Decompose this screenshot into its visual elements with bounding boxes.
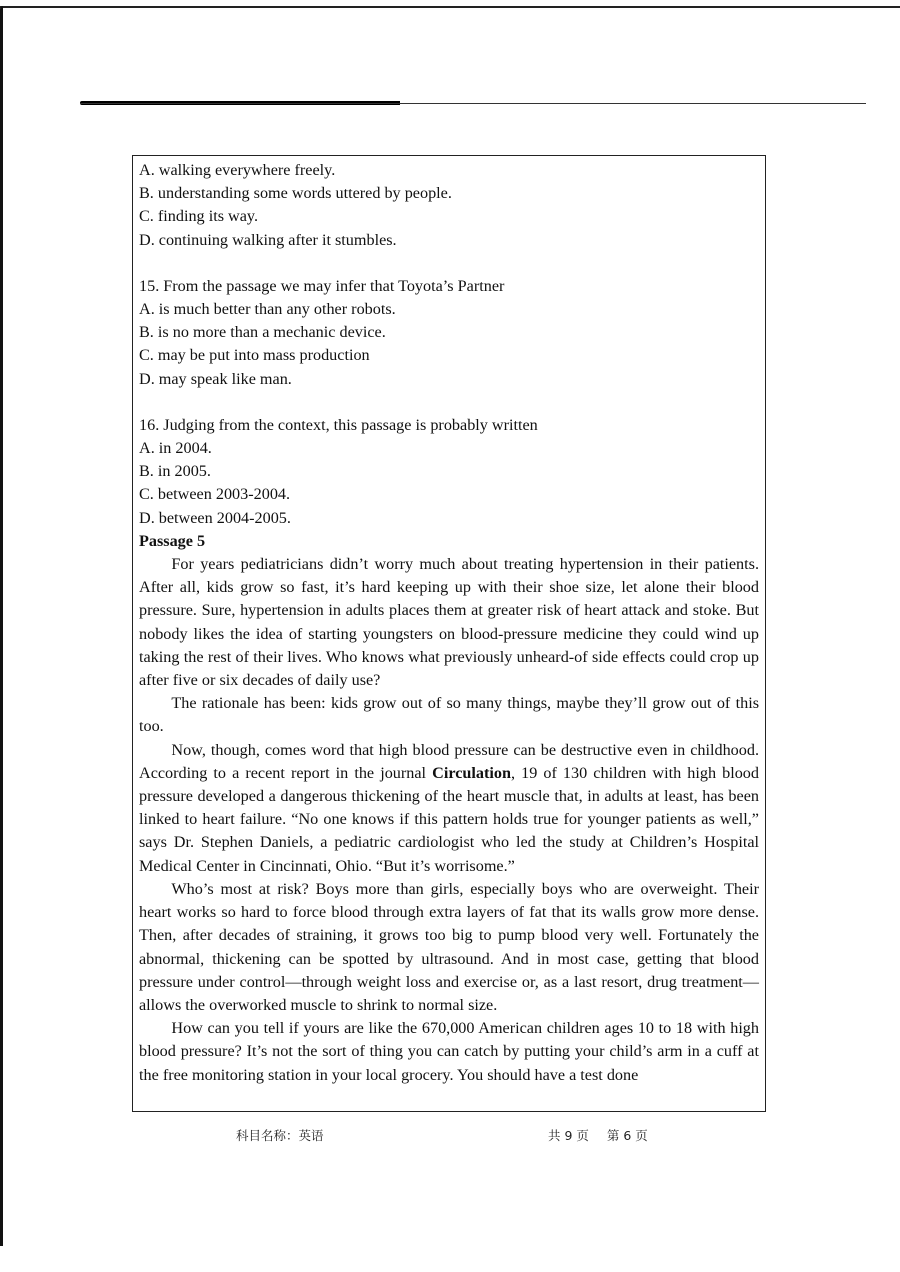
header-rule-thin (80, 103, 866, 104)
q16-option-c: C. between 2003-2004. (139, 485, 291, 504)
q15-option-d: D. may speak like man. (139, 369, 292, 388)
q16-stem: 16. Judging from the context, this passage is probably written (139, 415, 538, 434)
q14-option-d: D. continuing walking after it stumbles. (139, 230, 397, 249)
q16-option-b: B. in 2005. (139, 462, 211, 481)
question-15 (139, 275, 759, 391)
q16-option-a: A. in 2004. (139, 439, 212, 458)
q14-option-a: A. walking everywhere freely. (139, 161, 336, 179)
passage-5 (139, 530, 759, 1087)
q14-option-b: B. understanding some words uttered by people. (139, 184, 452, 203)
q15-stem: 15. From the passage we may infer that Toyota’s Partner (139, 276, 505, 295)
question-16 (139, 414, 759, 530)
footer-page-info (548, 1126, 648, 1144)
passage-paragraph-5: How can you tell if yours are like the 670,000 American children ages 10 to 18 with high blood pressure? It’s not the sort of thing you can catch by putting your child’s arm in a cuff at the free monitoring station in your local grocery. You should have a test done (139, 1019, 759, 1084)
exam-content-box (132, 155, 766, 1112)
paragraph-3-text-before: Now, though, comes word that high blood pressure can be destructive even in childhood. According to a recent report in the journal (139, 740, 759, 782)
footer-subject: 科目名称：英语 (236, 1128, 324, 1143)
question-14-options (139, 159, 759, 252)
q15-option-a: A. is much better than any other robots. (139, 300, 396, 319)
passage-title: Passage 5 (139, 531, 206, 550)
q14-option-c: C. finding its way. (139, 207, 259, 226)
footer-current-page: 第 6 页 (606, 1128, 648, 1143)
q16-option-d: D. between 2004-2005. (139, 508, 291, 527)
passage-paragraph-1: For years pediatricians didn’t worry much about treating hypertension in their patients. After all, kids grow so fast, it’s hard keeping up with their shoe size, let alone their blood pressure. Sure, hypertension in adults places them at greater risk of heart attack and stoke. But nobody likes the idea of starting youngsters on blood-pressure medicine they could wind up taking the rest of their lives. Who knows what previously unheard-of side effects could crop up after five or six decades of daily use? (139, 555, 759, 690)
footer-total-pages: 共 9 页 (548, 1128, 589, 1143)
passage-paragraph-4: Who’s most at risk? Boys more than girls, especially boys who are overweight. Their heart works so hard to force blood through extra layers of fat that its walls grow more dense. Then, after decades of straining, it grows too big to pump blood very well. Fortunately the abnormal, thickening can be spotted by ultrasound. And in most case, getting that blood pressure under control—through weight loss and exercise or, as a last resort, drug treatment—allows the overworked muscle to shrink to normal size. (139, 879, 759, 1014)
passage-paragraph-2: The rationale has been: kids grow out of so many things, maybe they’ll grow out of this too. (139, 694, 759, 736)
paragraph-3-text-after: , 19 of 130 children with high blood pressure developed a dangerous thickening of the heart muscle that, in adults at least, has been linked to heart failure. “No one knows if this pattern holds true for younger patients as well,” says Dr. Stephen Daniels, a pediatric cardiologist who led the study at Children’s Hospital Medical Center in Cincinnati, Ohio. “But it’s worrisome.” (139, 763, 759, 875)
scan-left-edge (0, 6, 3, 1246)
spacer (139, 391, 759, 414)
header-rule (80, 101, 866, 105)
spacer (139, 252, 759, 275)
q15-option-b: B. is no more than a mechanic device. (139, 323, 386, 342)
journal-name: Circulation (432, 763, 511, 782)
passage-paragraph-3 (139, 739, 759, 878)
q15-option-c: C. may be put into mass production (139, 346, 370, 365)
scan-top-edge (0, 6, 900, 8)
